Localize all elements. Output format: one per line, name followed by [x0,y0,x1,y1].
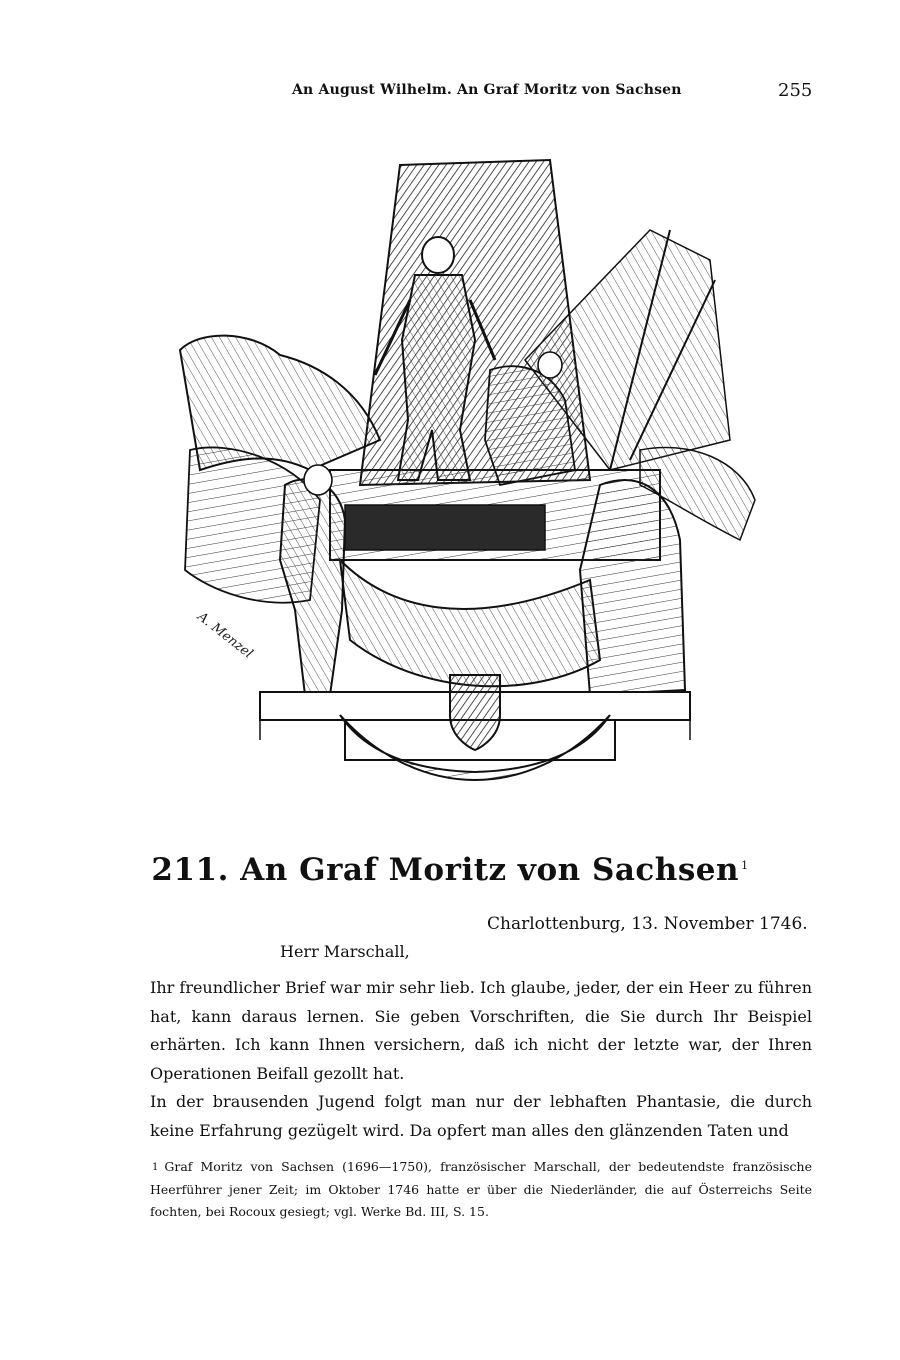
letter-title [0,852,900,888]
monument-illustration [170,140,770,800]
paragraph-text: In der brausenden Jugend folgt man nur der lebhaften Phantasie, die durch keine Erfahrung gezügelt wird. Da opfert man alles den glänzenden Taten und [150,1092,812,1140]
artist-signature: A. Menzel [194,609,256,662]
paragraph-2 [150,1088,812,1145]
page-number: 255 [778,80,813,101]
footnote [150,1156,812,1223]
footnote-mark: 1 [152,1162,159,1173]
running-head: An August Wilhelm. An Graf Moritz von Sachsen [292,82,682,98]
dateline: Charlottenburg, 13. November 1746. [487,914,808,934]
marshal-figure [398,275,475,480]
mourning-figure [580,480,685,695]
crouching-figure [280,479,345,695]
title-footnote-mark: 1 [741,858,749,872]
salutation: Herr Marschall, [280,942,410,961]
paragraph-1 [150,974,812,1088]
drapery [340,560,600,686]
letter-title-text: 211. An Graf Moritz von Sachsen [151,852,740,888]
footnote-text: Graf Moritz von Sachsen (1696—1750), französischer Marschall, der bedeutendste französische Heerführer jener Zeit; im Oktober 1746 hatte er über die Niederländer, die auf Österreichs Seite fochten, bei Rocoux gesiegt; vgl. Werke Bd. III, S. 15. [150,1159,812,1219]
marshal-head [422,237,454,273]
paragraph-text: Ihr freundlicher Brief war mir sehr lieb. Ich glaube, jeder, der ein Heer zu führen hat, kann daraus lernen. Sie geben Vorschriften, die Sie durch Ihr Beispiel erhärten. Ich kann Ihnen versichern, daß ich nicht der letzte war, der Ihren Operationen Beifall gezollt hat. [150,978,812,1083]
